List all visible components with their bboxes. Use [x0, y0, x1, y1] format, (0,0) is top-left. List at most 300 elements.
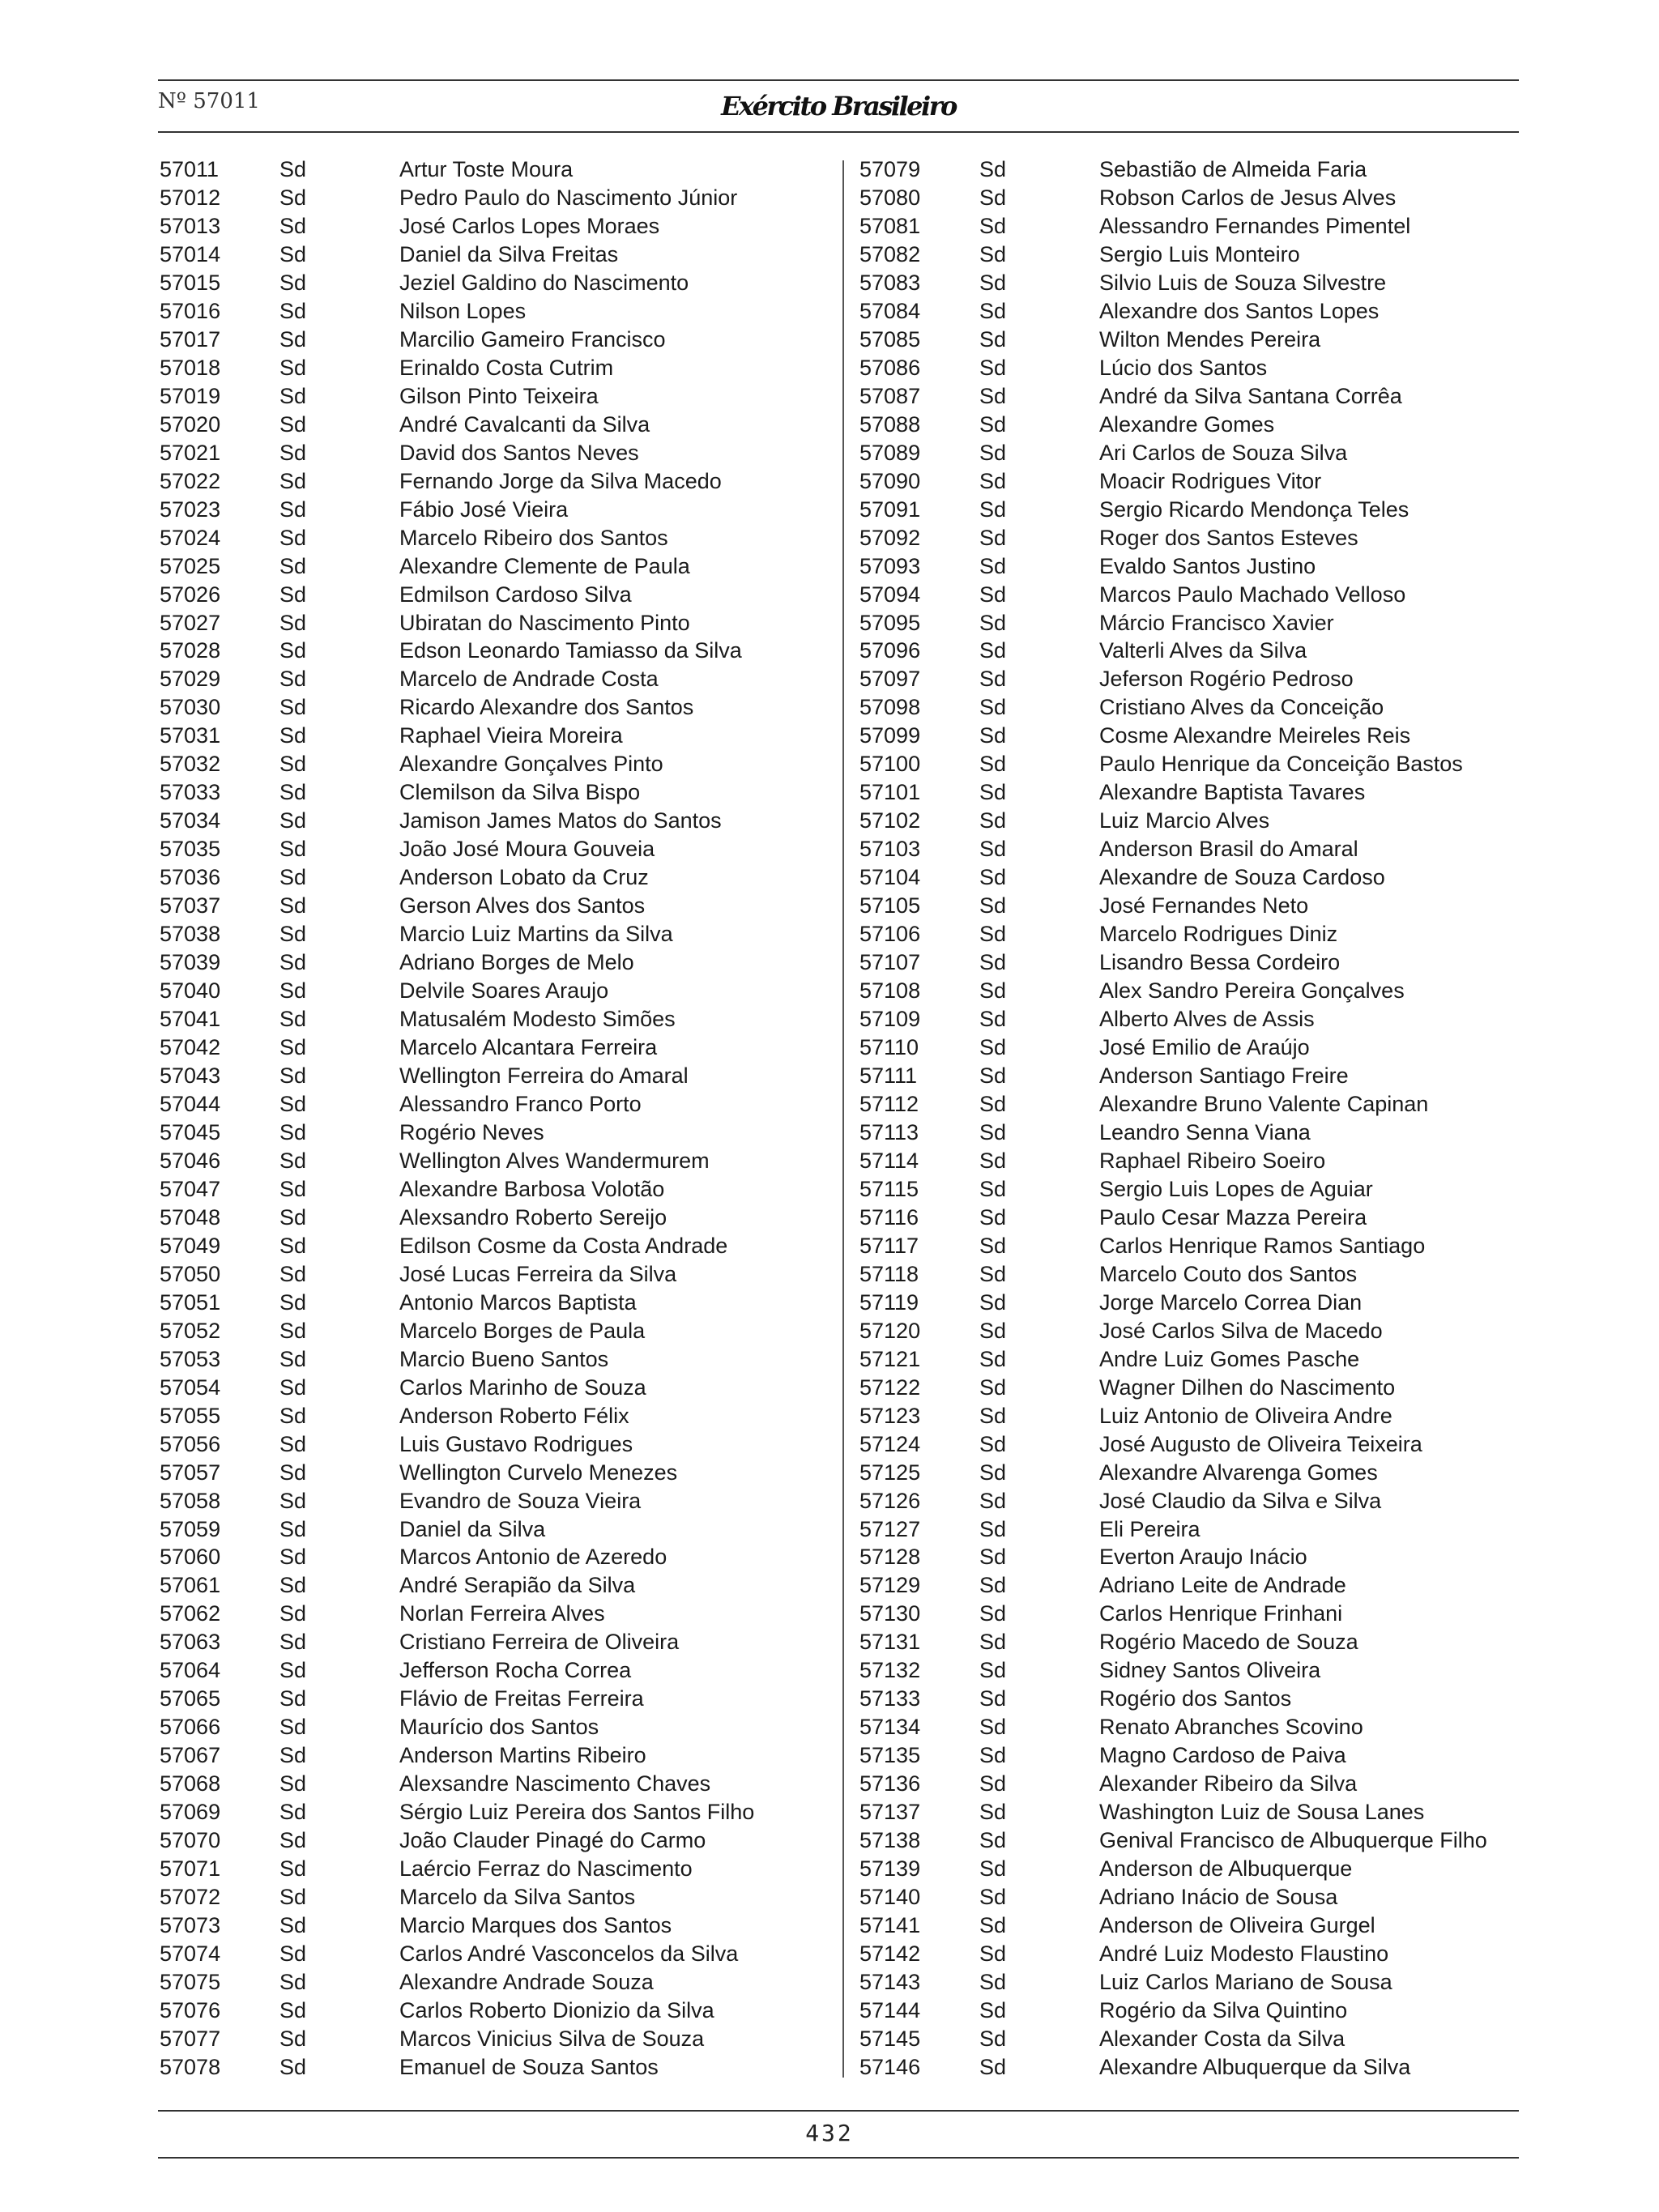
entry-rank: Sd	[979, 497, 1007, 522]
entry-number: 57117	[859, 1233, 919, 1258]
entry-number: 57115	[859, 1176, 919, 1201]
list-item	[160, 326, 836, 354]
list-item	[160, 1855, 836, 1883]
entry-number: 57069	[160, 1800, 221, 1825]
entry-rank: Sd	[279, 2026, 307, 2051]
entry-rank: Sd	[979, 837, 1007, 862]
entry-name: Cosme Alexandre Meireles Reis	[1099, 723, 1411, 748]
entry-rank: Sd	[279, 383, 307, 408]
entry-name: Marcos Antonio de Azeredo	[399, 1545, 667, 1570]
entry-name: Rogério Neves	[399, 1119, 544, 1144]
entry-name: Jorge Marcelo Correa Dian	[1099, 1289, 1363, 1315]
entry-rank: Sd	[979, 582, 1007, 607]
list-item	[859, 552, 1532, 581]
entry-name: Sérgio Luiz Pereira dos Santos Filho	[399, 1800, 755, 1825]
list-item	[859, 1487, 1532, 1515]
entry-number: 57105	[859, 893, 921, 918]
entry-name: José Fernandes Neto	[1099, 893, 1309, 918]
entry-number: 57143	[859, 1970, 921, 1994]
entry-name: José Claudio da Silva e Silva	[1099, 1488, 1382, 1513]
entry-rank: Sd	[979, 638, 1007, 663]
entry-rank: Sd	[279, 1997, 307, 2022]
entry-number: 57037	[160, 893, 221, 918]
entry-rank: Sd	[979, 440, 1007, 465]
document-title: Exército Brasileiro	[721, 91, 956, 121]
list-item	[160, 156, 836, 184]
entry-number: 57137	[859, 1800, 921, 1825]
list-item	[859, 2053, 1532, 2082]
list-item	[859, 467, 1532, 496]
list-item	[859, 1883, 1532, 1912]
entry-name: Sidney Santos Oliveira	[1099, 1658, 1321, 1683]
entry-number: 57083	[859, 270, 921, 295]
entry-name: Raphael Vieira Moreira	[399, 723, 623, 748]
list-item	[859, 1543, 1532, 1571]
list-item	[160, 524, 836, 552]
list-item	[160, 722, 836, 750]
entry-name: Alexandre de Souza Cardoso	[1099, 865, 1385, 890]
list-item	[859, 581, 1532, 609]
list-item	[160, 297, 836, 326]
entry-number: 57047	[160, 1176, 221, 1201]
entry-name: Moacir Rodrigues Vitor	[1099, 468, 1322, 493]
list-item	[859, 439, 1532, 467]
entry-rank: Sd	[279, 241, 307, 266]
list-item	[160, 1260, 836, 1289]
entry-name: Alexandre dos Santos Lopes	[1099, 298, 1380, 323]
list-item	[160, 1034, 836, 1062]
entry-rank: Sd	[979, 411, 1007, 437]
list-item	[160, 948, 836, 977]
entry-rank: Sd	[979, 355, 1007, 380]
entry-name: Fábio José Vieira	[399, 497, 569, 522]
list-item	[859, 1968, 1532, 1997]
entry-name: Evaldo Santos Justino	[1099, 553, 1316, 578]
entry-number: 57088	[859, 411, 921, 437]
entry-number: 57055	[160, 1403, 221, 1428]
entry-name: Luiz Marcio Alves	[1099, 808, 1270, 833]
list-item	[160, 467, 836, 496]
list-item	[160, 1741, 836, 1770]
entry-number: 57135	[859, 1743, 921, 1768]
entry-rank: Sd	[979, 2054, 1007, 2079]
footer-rule-bottom	[158, 2157, 1519, 2159]
entry-name: Luiz Antonio de Oliveira Andre	[1099, 1403, 1392, 1428]
list-item	[160, 892, 836, 920]
list-item	[859, 750, 1532, 778]
entry-rank: Sd	[279, 1460, 307, 1485]
list-item	[859, 1656, 1532, 1685]
entry-name: Lisandro Bessa Cordeiro	[1099, 950, 1341, 975]
entry-rank: Sd	[979, 1941, 1007, 1967]
list-item	[859, 411, 1532, 439]
entry-name: Daniel da Silva Freitas	[399, 241, 619, 266]
entry-number: 57132	[859, 1658, 921, 1683]
entry-number: 57094	[859, 582, 921, 607]
entry-name: Jeziel Galdino do Nascimento	[399, 270, 689, 295]
entry-rank: Sd	[279, 610, 307, 635]
entry-name: Roger dos Santos Esteves	[1099, 525, 1358, 550]
entry-name: Clemilson da Silva Bispo	[399, 780, 641, 805]
list-item	[160, 1571, 836, 1600]
list-item	[160, 1430, 836, 1459]
entry-name: Maurício dos Santos	[399, 1715, 599, 1740]
entry-name: Edmilson Cardoso Silva	[399, 582, 632, 607]
entry-rank: Sd	[279, 1007, 307, 1032]
list-item	[859, 2025, 1532, 2053]
entry-number: 57060	[160, 1545, 221, 1570]
entry-number: 57059	[160, 1516, 221, 1541]
entry-rank: Sd	[979, 865, 1007, 890]
entry-name: Everton Araujo Inácio	[1099, 1545, 1307, 1570]
list-item	[160, 382, 836, 411]
list-item	[859, 977, 1532, 1005]
entry-name: Antonio Marcos Baptista	[399, 1289, 637, 1315]
entry-rank: Sd	[979, 213, 1007, 238]
entry-number: 57068	[160, 1771, 221, 1796]
entry-name: Robson Carlos de Jesus Alves	[1099, 185, 1397, 210]
entry-name: Ricardo Alexandre dos Santos	[399, 695, 694, 720]
entry-rank: Sd	[279, 1658, 307, 1683]
entry-rank: Sd	[979, 1233, 1007, 1258]
list-item	[859, 892, 1532, 920]
entry-name: Luis Gustavo Rodrigues	[399, 1431, 633, 1456]
entry-number: 57046	[160, 1148, 221, 1173]
entry-number: 57124	[859, 1431, 921, 1456]
entry-rank: Sd	[979, 1658, 1007, 1683]
entry-number: 57015	[160, 270, 221, 295]
entry-name: Evandro de Souza Vieira	[399, 1488, 642, 1513]
entry-number: 57078	[160, 2054, 221, 2079]
entry-number: 57018	[160, 355, 221, 380]
entry-name: Adriano Inácio de Sousa	[1099, 1885, 1338, 1910]
entry-name: Alexandre Barbosa Volotão	[399, 1176, 665, 1201]
entry-name: Alexandre Albuquerque da Silva	[1099, 2054, 1411, 2079]
entry-rank: Sd	[279, 355, 307, 380]
list-item	[859, 693, 1532, 722]
entry-rank: Sd	[979, 1119, 1007, 1144]
entry-number: 57141	[859, 1913, 921, 1938]
list-item	[859, 1289, 1532, 1317]
entry-number: 57014	[160, 241, 221, 266]
list-item	[859, 1855, 1532, 1883]
entry-number: 57026	[160, 582, 221, 607]
entry-name: Matusalém Modesto Simões	[399, 1007, 676, 1032]
list-item	[859, 1997, 1532, 2025]
entry-rank: Sd	[279, 723, 307, 748]
entry-rank: Sd	[279, 837, 307, 862]
entry-number: 57076	[160, 1997, 221, 2022]
entry-rank: Sd	[279, 950, 307, 975]
list-item	[160, 1232, 836, 1260]
entry-rank: Sd	[279, 1063, 307, 1088]
entry-name: Alexandre Clemente de Paula	[399, 553, 690, 578]
entry-rank: Sd	[979, 1516, 1007, 1541]
entry-number: 57070	[160, 1828, 221, 1853]
entry-name: Marcelo de Andrade Costa	[399, 667, 659, 692]
entry-number: 57102	[859, 808, 921, 833]
entry-name: Artur Toste Moura	[399, 157, 574, 181]
entry-name: Cristiano Alves da Conceição	[1099, 695, 1384, 720]
list-item	[160, 1968, 836, 1997]
entry-rank: Sd	[279, 1035, 307, 1060]
list-item	[160, 1826, 836, 1855]
entry-number: 57121	[859, 1346, 921, 1371]
list-item	[859, 496, 1532, 524]
entry-name: Wellington Alves Wandermurem	[399, 1148, 710, 1173]
entry-name: Anderson Lobato da Cruz	[399, 865, 649, 890]
entry-rank: Sd	[279, 1403, 307, 1428]
list-item	[160, 1940, 836, 1968]
entry-name: Alexandre Alvarenga Gomes	[1099, 1460, 1378, 1485]
list-item	[160, 552, 836, 581]
entry-number: 57029	[160, 667, 221, 692]
entry-number: 57122	[859, 1375, 921, 1400]
entry-name: Gerson Alves dos Santos	[399, 893, 646, 918]
entry-name: Carlos André Vasconcelos da Silva	[399, 1941, 739, 1967]
list-item	[859, 722, 1532, 750]
entry-name: André Serapião da Silva	[399, 1573, 636, 1598]
list-item	[859, 948, 1532, 977]
list-item	[160, 496, 836, 524]
list-item	[160, 1090, 836, 1119]
right-column-list	[859, 156, 1532, 2082]
entry-rank: Sd	[979, 1970, 1007, 1994]
list-item	[160, 212, 836, 241]
list-item	[160, 778, 836, 807]
entry-rank: Sd	[979, 1375, 1007, 1400]
entry-rank: Sd	[279, 157, 307, 181]
entry-name: José Carlos Lopes Moraes	[399, 213, 660, 238]
entry-rank: Sd	[279, 1715, 307, 1740]
entry-number: 57023	[160, 497, 221, 522]
list-item	[859, 326, 1532, 354]
entry-rank: Sd	[279, 1204, 307, 1230]
entry-name: Anderson Martins Ribeiro	[399, 1743, 646, 1768]
entry-rank: Sd	[279, 1318, 307, 1343]
entry-name: Marcelo Alcantara Ferreira	[399, 1035, 658, 1060]
entry-number: 57104	[859, 865, 921, 890]
entry-number: 57109	[859, 1007, 921, 1032]
entry-name: Rogério da Silva Quintino	[1099, 1997, 1348, 2022]
entry-number: 57101	[859, 780, 921, 805]
list-item	[160, 609, 836, 637]
list-item	[859, 1940, 1532, 1968]
entry-rank: Sd	[979, 1007, 1007, 1032]
entry-name: Ubiratan do Nascimento Pinto	[399, 610, 690, 635]
entry-name: Wilton Mendes Pereira	[1099, 326, 1321, 352]
entry-number: 57034	[160, 808, 221, 833]
list-item	[859, 1119, 1532, 1147]
entry-number: 57128	[859, 1545, 921, 1570]
entry-number: 57053	[160, 1346, 221, 1371]
entry-name: Valterli Alves da Silva	[1099, 638, 1307, 663]
entry-name: Norlan Ferreira Alves	[399, 1601, 605, 1626]
entry-number: 57056	[160, 1431, 221, 1456]
entry-number: 57044	[160, 1091, 221, 1116]
entry-name: Sergio Ricardo Mendonça Teles	[1099, 497, 1410, 522]
entry-name: Sergio Luis Lopes de Aguiar	[1099, 1176, 1373, 1201]
entry-name: José Lucas Ferreira da Silva	[399, 1261, 677, 1286]
entry-number: 57065	[160, 1686, 221, 1711]
entry-rank: Sd	[279, 1119, 307, 1144]
list-item	[160, 1600, 836, 1628]
entry-number: 57043	[160, 1063, 221, 1088]
column-divider	[842, 160, 844, 2078]
entry-number: 57062	[160, 1601, 221, 1626]
entry-rank: Sd	[279, 1148, 307, 1173]
entry-number: 57133	[859, 1686, 921, 1711]
entry-name: Alberto Alves de Assis	[1099, 1007, 1315, 1032]
entry-number: 57110	[859, 1035, 919, 1060]
entry-name: André da Silva Santana Corrêa	[1099, 383, 1402, 408]
entry-rank: Sd	[979, 1743, 1007, 1768]
entry-name: José Carlos Silva de Macedo	[1099, 1318, 1383, 1343]
entry-number: 57126	[859, 1488, 921, 1513]
entry-name: Delvile Soares Araujo	[399, 978, 609, 1004]
list-item	[859, 297, 1532, 326]
entry-number: 57080	[859, 185, 921, 210]
list-item	[160, 1289, 836, 1317]
entry-name: Alexander Costa da Silva	[1099, 2026, 1346, 2051]
entry-number: 57036	[160, 865, 221, 890]
entry-name: Ari Carlos de Souza Silva	[1099, 440, 1348, 465]
entry-number: 57097	[859, 667, 921, 692]
entry-rank: Sd	[279, 1856, 307, 1882]
entry-number: 57127	[859, 1516, 921, 1541]
list-item	[859, 212, 1532, 241]
entry-number: 57139	[859, 1856, 921, 1882]
entry-name: Edson Leonardo Tamiasso da Silva	[399, 638, 742, 663]
entry-rank: Sd	[979, 808, 1007, 833]
entry-number: 57125	[859, 1460, 921, 1485]
list-item	[160, 1912, 836, 1940]
entry-number: 57131	[859, 1630, 921, 1655]
list-item	[859, 1685, 1532, 1713]
entry-name: Carlos Henrique Ramos Santiago	[1099, 1233, 1426, 1258]
list-item	[160, 665, 836, 693]
entry-rank: Sd	[979, 780, 1007, 805]
entry-name: Edilson Cosme da Costa Andrade	[399, 1233, 728, 1258]
entry-number: 57106	[859, 922, 921, 947]
list-item	[160, 1515, 836, 1544]
entry-number: 57116	[859, 1204, 919, 1230]
entry-number: 57103	[859, 837, 921, 862]
entry-rank: Sd	[279, 1743, 307, 1768]
entry-name: Wagner Dilhen do Nascimento	[1099, 1375, 1396, 1400]
entry-number: 57027	[160, 610, 221, 635]
entry-number: 57138	[859, 1828, 921, 1853]
entry-rank: Sd	[279, 1913, 307, 1938]
entry-rank: Sd	[279, 2054, 307, 2079]
list-item	[859, 1062, 1532, 1090]
list-item	[160, 693, 836, 722]
entry-rank: Sd	[279, 468, 307, 493]
list-item	[160, 269, 836, 297]
entry-name: Rogério dos Santos	[1099, 1686, 1292, 1711]
page-number: 432	[805, 2120, 854, 2146]
entry-name: Eli Pereira	[1099, 1516, 1201, 1541]
entry-number: 57145	[859, 2026, 921, 2051]
entry-name: Alexandre Bruno Valente Capinan	[1099, 1091, 1429, 1116]
entry-name: Marcelo Borges de Paula	[399, 1318, 646, 1343]
entry-rank: Sd	[979, 1800, 1007, 1825]
entry-name: Erinaldo Costa Cutrim	[399, 355, 614, 380]
list-item	[160, 1317, 836, 1345]
entry-number: 57038	[160, 922, 221, 947]
entry-rank: Sd	[279, 1346, 307, 1371]
entry-name: Marcelo Couto dos Santos	[1099, 1261, 1358, 1286]
entry-name: Adriano Borges de Melo	[399, 950, 634, 975]
entry-number: 57144	[859, 1997, 921, 2022]
entry-number: 57066	[160, 1715, 221, 1740]
list-item	[859, 1798, 1532, 1826]
entry-rank: Sd	[979, 667, 1007, 692]
list-item	[160, 1062, 836, 1090]
entry-rank: Sd	[979, 695, 1007, 720]
list-item	[859, 184, 1532, 212]
entry-rank: Sd	[279, 1261, 307, 1286]
entry-rank: Sd	[979, 1403, 1007, 1428]
entry-name: Sergio Luis Monteiro	[1099, 241, 1300, 266]
entry-number: 57013	[160, 213, 221, 238]
list-item	[859, 1826, 1532, 1855]
entry-number: 57028	[160, 638, 221, 663]
list-item	[160, 920, 836, 948]
entry-rank: Sd	[279, 865, 307, 890]
entry-name: Carlos Marinho de Souza	[399, 1375, 646, 1400]
entry-name: Adriano Leite de Andrade	[1099, 1573, 1346, 1598]
entry-name: Alexandre Gonçalves Pinto	[399, 752, 663, 777]
entry-rank: Sd	[979, 1856, 1007, 1882]
entry-rank: Sd	[279, 1771, 307, 1796]
list-item	[859, 778, 1532, 807]
list-item	[160, 241, 836, 269]
entry-rank: Sd	[979, 1997, 1007, 2022]
list-item	[160, 354, 836, 382]
entry-number: 57016	[160, 298, 221, 323]
entry-name: Alessandro Fernandes Pimentel	[1099, 213, 1411, 238]
entry-rank: Sd	[279, 1601, 307, 1626]
entry-number: 57085	[859, 326, 921, 352]
entry-rank: Sd	[979, 326, 1007, 352]
entry-rank: Sd	[979, 893, 1007, 918]
entry-rank: Sd	[979, 1630, 1007, 1655]
entry-number: 57091	[859, 497, 921, 522]
list-item	[160, 977, 836, 1005]
entry-rank: Sd	[279, 808, 307, 833]
entry-rank: Sd	[279, 1431, 307, 1456]
list-item	[160, 1175, 836, 1204]
entry-name: Anderson Santiago Freire	[1099, 1063, 1349, 1088]
entry-number: 57021	[160, 440, 221, 465]
entry-number: 57130	[859, 1601, 921, 1626]
entry-rank: Sd	[979, 1091, 1007, 1116]
entry-rank: Sd	[279, 213, 307, 238]
entry-rank: Sd	[979, 1431, 1007, 1456]
entry-number: 57012	[160, 185, 221, 210]
list-item	[859, 1090, 1532, 1119]
list-item	[859, 1345, 1532, 1374]
list-item	[859, 1374, 1532, 1402]
entry-number: 57058	[160, 1488, 221, 1513]
list-item	[859, 1034, 1532, 1062]
entry-rank: Sd	[279, 1488, 307, 1513]
entry-name: Anderson Roberto Félix	[399, 1403, 629, 1428]
entry-rank: Sd	[279, 440, 307, 465]
entry-name: Raphael Ribeiro Soeiro	[1099, 1148, 1326, 1173]
entry-rank: Sd	[279, 695, 307, 720]
